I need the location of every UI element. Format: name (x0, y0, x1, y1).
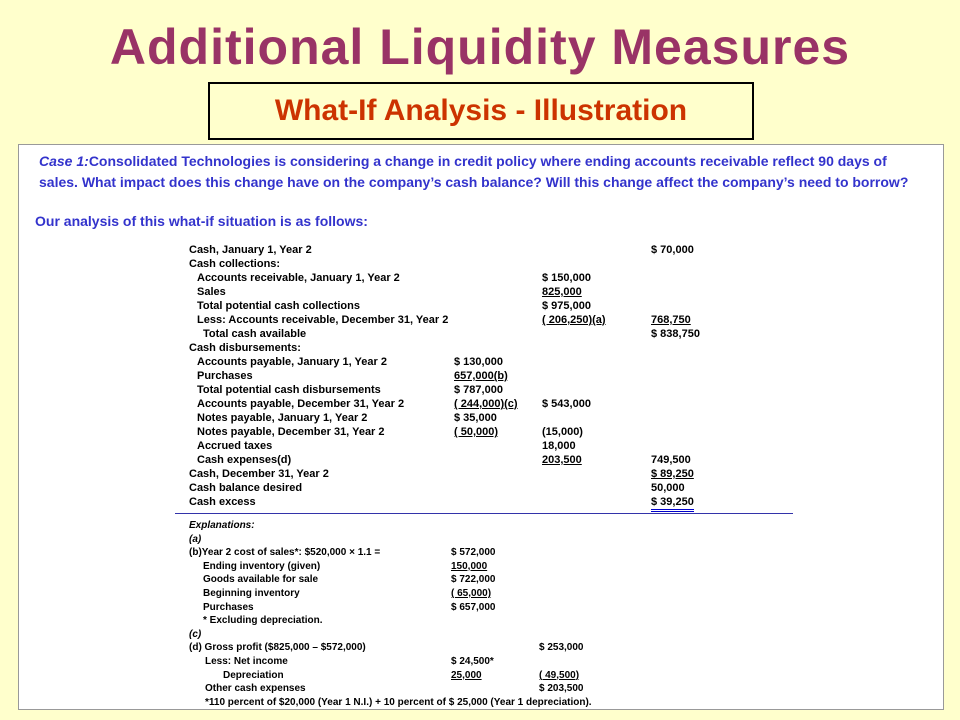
content-panel (18, 144, 944, 710)
statement-row (189, 299, 809, 313)
explanation-row (189, 546, 809, 560)
row-label: Accrued taxes (197, 440, 273, 452)
row-value: ( 65,000) (451, 587, 492, 599)
row-value: ( 50,000) (454, 426, 499, 438)
row-value: $ 35,000 (454, 412, 497, 424)
row-label: Notes payable, December 31, Year 2 (197, 426, 385, 438)
row-value: $ 39,250 (651, 495, 694, 512)
row-value: $ 787,000 (454, 384, 503, 396)
row-value: $ 89,250 (651, 468, 694, 480)
row-label: Cash disbursements: (189, 342, 301, 354)
row-label: Cash expenses(d) (197, 454, 292, 466)
row-value: $ 70,000 (651, 244, 694, 256)
row-value: $ 130,000 (454, 356, 503, 368)
row-label: Total potential cash collections (197, 300, 360, 312)
explanation-row (189, 655, 809, 669)
statement-row (189, 397, 809, 411)
row-label: Cash collections: (189, 258, 281, 270)
row-value: $ 253,000 (539, 642, 584, 654)
row-label: (c) (189, 628, 202, 640)
row-label: (b)Year 2 cost of sales*: $520,000 × 1.1 = (189, 547, 381, 559)
explanation-row (189, 560, 809, 574)
cash-budget-statement (189, 243, 809, 509)
row-label: Ending inventory (given) (203, 560, 321, 572)
row-value: $ 838,750 (651, 328, 700, 340)
row-value: ( 49,500) (539, 669, 580, 681)
row-label: Goods available for sale (203, 574, 319, 586)
row-value: (15,000) (542, 426, 583, 438)
row-value: 825,000 (542, 286, 582, 298)
row-label: (a) (189, 533, 202, 545)
statement-row (189, 453, 809, 467)
statement-row (189, 425, 809, 439)
row-value: 50,000 (651, 482, 685, 494)
statement-row (189, 355, 809, 369)
row-label: Cash, December 31, Year 2 (189, 468, 329, 480)
statement-row (189, 271, 809, 285)
explanation-row (189, 669, 809, 683)
case-description (39, 151, 919, 193)
row-value: 203,500 (542, 454, 582, 466)
row-label: Less: Net income (205, 655, 288, 667)
row-label: Cash balance desired (189, 482, 303, 494)
explanation-row (189, 696, 809, 710)
row-label: Beginning inventory (203, 587, 300, 599)
page-title: Additional Liquidity Measures (109, 19, 851, 75)
row-value: 150,000 (451, 560, 488, 572)
row-label: Notes payable, January 1, Year 2 (197, 412, 368, 424)
statement-row (189, 313, 809, 327)
explanation-row (189, 641, 809, 655)
statement-row (189, 481, 809, 495)
section-divider (175, 513, 793, 514)
explanation-row (189, 601, 809, 615)
row-value: ( 244,000)(c) (454, 398, 518, 410)
row-label: *110 percent of $20,000 (Year 1 N.I.) + 10 percent of $ 25,000 (Year 1 depreciation). (205, 696, 592, 708)
row-value: $ 24,500* (451, 655, 494, 667)
explanation-row (189, 587, 809, 601)
row-label: Explanations: (189, 520, 255, 531)
row-value: 768,750 (651, 314, 691, 326)
row-label: Cash excess (189, 496, 256, 508)
row-value: $ 722,000 (451, 574, 496, 586)
row-value: $ 543,000 (542, 398, 591, 410)
row-label: Less: Accounts receivable, December 31, Year 2 (197, 314, 449, 326)
row-label: Accounts payable, December 31, Year 2 (197, 398, 405, 410)
statement-row (189, 439, 809, 453)
row-value: $ 203,500 (539, 683, 584, 695)
explanation-row (189, 614, 809, 628)
subtitle-box (208, 82, 754, 140)
row-label: Purchases (203, 601, 254, 613)
row-value: $ 572,000 (451, 547, 496, 559)
row-value: $ 657,000 (451, 601, 496, 613)
case-body: Consolidated Technologies is considering a change in credit policy where ending accounts receivable reflect 90 days of sales. What impact does this change have on the company’s cash balance? Will this change affect the company’s need to borrow? (39, 153, 909, 190)
row-label: Other cash expenses (205, 683, 306, 695)
explanation-row (189, 533, 809, 547)
statement-row (189, 495, 809, 509)
statement-row (189, 327, 809, 341)
row-value: $ 975,000 (542, 300, 591, 312)
subtitle: What-If Analysis - Illustration (274, 94, 688, 127)
statement-row (189, 411, 809, 425)
row-value: 749,500 (651, 454, 691, 466)
statement-row (189, 257, 809, 271)
row-label: (d) Gross profit ($825,000 – $572,000) (189, 642, 366, 654)
explanations (189, 519, 809, 709)
row-label: Total cash available (203, 328, 307, 340)
explanation-row (189, 628, 809, 642)
statement-row (189, 383, 809, 397)
row-label: Depreciation (223, 669, 284, 681)
statement-row (189, 341, 809, 355)
row-value: 657,000(b) (454, 370, 508, 382)
row-label: * Excluding depreciation. (203, 615, 323, 627)
row-label: Accounts receivable, January 1, Year 2 (197, 272, 400, 284)
row-label: Purchases (197, 370, 253, 382)
statement-row (189, 467, 809, 481)
explanation-row (189, 519, 809, 533)
statement-row (189, 369, 809, 383)
row-value: 25,000 (451, 669, 482, 681)
row-label: Total potential cash disbursements (197, 384, 381, 396)
row-label: Sales (197, 286, 226, 298)
row-label: Accounts payable, January 1, Year 2 (197, 356, 387, 368)
explanation-row (189, 573, 809, 587)
case-lead: Case 1: (39, 153, 89, 169)
row-label: Cash, January 1, Year 2 (189, 244, 312, 256)
row-value: $ 150,000 (542, 272, 591, 284)
analysis-intro: Our analysis of this what-if situation is as follows: (35, 213, 368, 229)
statement-row (189, 243, 809, 257)
row-value: 18,000 (542, 440, 576, 452)
statement-row (189, 285, 809, 299)
explanation-row (189, 682, 809, 696)
row-value: ( 206,250)(a) (542, 314, 606, 326)
